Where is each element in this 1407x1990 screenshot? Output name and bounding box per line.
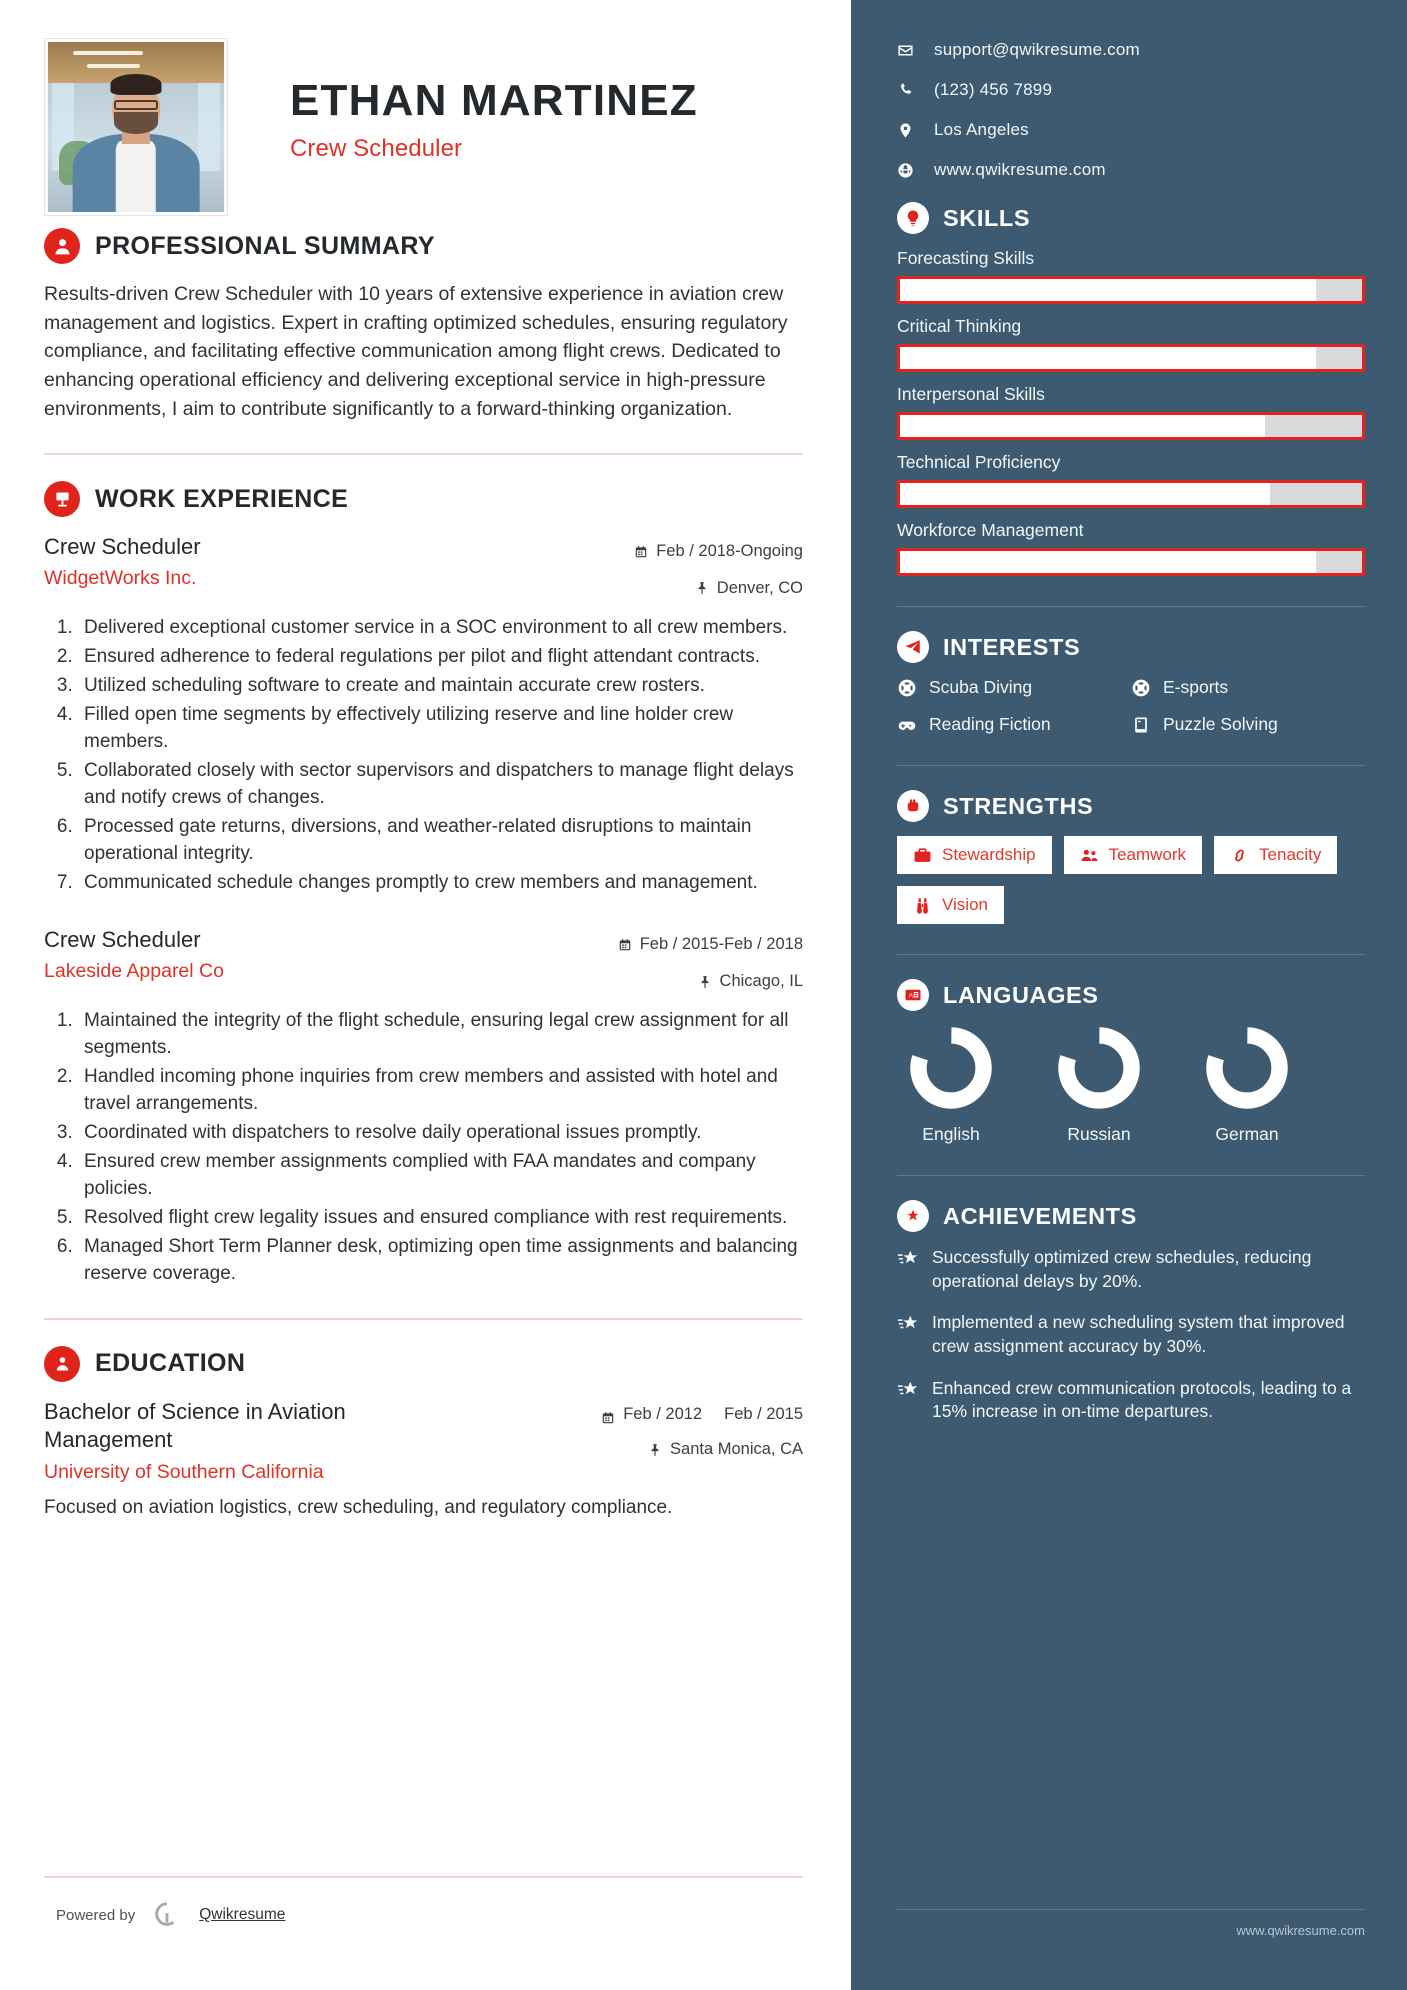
fist-icon xyxy=(897,790,929,822)
shooting-star-icon xyxy=(897,1248,919,1270)
skill-bar xyxy=(897,344,1365,372)
interest-item xyxy=(1131,677,1365,698)
list-item: 6. Processed gate returns, diversions, and weather-related disruptions to maintain operational integrity. xyxy=(78,814,803,868)
summary-heading xyxy=(44,228,803,264)
skill-item xyxy=(897,520,1365,576)
job-bullets xyxy=(44,1008,803,1288)
skills-heading xyxy=(897,202,1365,234)
svg-text:A: A xyxy=(908,993,913,1000)
skill-item xyxy=(897,384,1365,440)
pin-icon xyxy=(648,1443,662,1457)
languages-section xyxy=(897,979,1365,1145)
education-entry xyxy=(44,1398,803,1521)
divider xyxy=(897,1909,1365,1910)
achievement-item xyxy=(897,1311,1365,1358)
pin-icon xyxy=(695,581,709,595)
job-company: WidgetWorks Inc. xyxy=(44,566,197,589)
interest-item xyxy=(897,714,1131,735)
strength-chip xyxy=(1064,836,1202,874)
education-date-start: Feb / 2012 xyxy=(623,1404,703,1423)
strength-label: Stewardship xyxy=(942,845,1036,864)
gamepad-icon xyxy=(897,715,917,735)
job-role: Crew Scheduler xyxy=(44,534,201,560)
calendar-icon xyxy=(618,938,632,952)
skill-item xyxy=(897,248,1365,304)
location-pin-icon xyxy=(897,122,914,139)
skill-bar xyxy=(897,548,1365,576)
strength-label: Vision xyxy=(942,895,988,914)
contact-location-label: Los Angeles xyxy=(934,120,1029,139)
lightbulb-icon xyxy=(897,202,929,234)
strength-chip xyxy=(1214,836,1337,874)
job-entry xyxy=(44,926,803,1287)
star-badge-icon xyxy=(897,1200,929,1232)
sidebar-footer-url: www.qwikresume.com xyxy=(1236,1923,1365,1938)
contact-list xyxy=(897,40,1365,180)
education-heading xyxy=(44,1346,803,1382)
languages-heading xyxy=(897,979,1365,1011)
skill-label: Technical Proficiency xyxy=(897,452,1061,472)
job-dates-label: Feb / 2015-Feb / 2018 xyxy=(639,935,803,954)
list-item: 2. Ensured adherence to federal regulations per pilot and flight attendant contracts. xyxy=(78,644,803,671)
language-label: English xyxy=(922,1124,980,1144)
list-item: 3. Coordinated with dispatchers to resolve daily operational issues promptly. xyxy=(78,1120,803,1147)
job-location xyxy=(583,576,803,601)
summary-heading-label: PROFESSIONAL SUMMARY xyxy=(95,231,435,260)
list-item: 2. Handled incoming phone inquiries from crew members and assisted with hotel and travel arrangements. xyxy=(78,1064,803,1118)
strengths-heading-label: STRENGTHS xyxy=(943,792,1094,819)
resume-sidebar xyxy=(851,0,1407,1990)
list-item: 4. Filled open time segments by effectively utilizing reserve and line holder crew members. xyxy=(78,702,803,756)
job-dates xyxy=(583,539,803,564)
achievements-heading-label: ACHIEVEMENTS xyxy=(943,1202,1137,1229)
language-item xyxy=(897,1025,1005,1145)
contact-email[interactable] xyxy=(897,40,1365,60)
education-heading-label: EDUCATION xyxy=(95,1349,246,1378)
skill-bar-fill xyxy=(900,551,1316,573)
link-chain-icon xyxy=(1230,846,1249,865)
list-item: 5. Resolved flight crew legality issues and ensured compliance with rest requirements. xyxy=(78,1205,803,1232)
skill-bar xyxy=(897,276,1365,304)
strengths-heading xyxy=(897,790,1365,822)
job-dates xyxy=(583,932,803,957)
list-item: 6. Managed Short Term Planner desk, optimizing open time assignments and balancing reserve coverage. xyxy=(78,1234,803,1288)
life-ring-icon xyxy=(1131,678,1151,698)
interest-label: Scuba Diving xyxy=(929,677,1033,697)
paper-plane-icon xyxy=(897,631,929,663)
divider xyxy=(897,765,1365,766)
divider xyxy=(897,954,1365,955)
list-item: 7. Communicated schedule changes promptly to crew members and management. xyxy=(78,870,803,897)
book-icon xyxy=(1131,715,1151,735)
job-dates-label: Feb / 2018-Ongoing xyxy=(656,542,803,561)
language-label: Russian xyxy=(1067,1124,1131,1144)
divider xyxy=(897,1175,1365,1176)
contact-website-label: www.qwikresume.com xyxy=(934,160,1106,179)
skill-bar-fill xyxy=(900,415,1265,437)
list-item: 1. Maintained the integrity of the flight schedule, ensuring legal crew assignment for all segments. xyxy=(78,1008,803,1062)
interest-label: Reading Fiction xyxy=(929,714,1051,734)
list-item: 4. Ensured crew member assignments complied with FAA mandates and company policies. xyxy=(78,1149,803,1203)
name-block xyxy=(228,38,698,163)
work-heading xyxy=(44,481,803,517)
job-company: Lakeside Apparel Co xyxy=(44,959,224,982)
sidebar-footer xyxy=(897,1909,1365,1938)
interests-heading xyxy=(897,631,1365,663)
divider xyxy=(44,453,803,455)
skill-bar-fill xyxy=(900,483,1270,505)
powered-by-label: Powered by xyxy=(56,1906,136,1924)
qwikresume-q-logo-icon xyxy=(152,1900,182,1930)
education-description: Focused on aviation logistics, crew scheduling, and regulatory compliance. xyxy=(44,1496,673,1518)
interests-section xyxy=(897,631,1365,735)
briefcase-icon xyxy=(913,846,932,865)
strength-chip xyxy=(897,886,1004,924)
strength-label: Teamwork xyxy=(1108,845,1187,864)
workstation-icon xyxy=(44,481,80,517)
education-section xyxy=(44,1346,803,1521)
strength-chip xyxy=(897,836,1052,874)
skill-label: Interpersonal Skills xyxy=(897,384,1045,404)
skill-label: Workforce Management xyxy=(897,520,1084,540)
skills-section xyxy=(897,202,1365,576)
work-heading-label: WORK EXPERIENCE xyxy=(95,484,349,513)
language-donut-chart xyxy=(908,1025,994,1111)
avatar xyxy=(44,38,228,216)
school-name: University of Southern California xyxy=(44,1460,324,1483)
calendar-icon xyxy=(601,1411,615,1425)
translate-icon xyxy=(897,979,929,1011)
skill-bar xyxy=(897,480,1365,508)
calendar-icon xyxy=(634,545,648,559)
achievement-item xyxy=(897,1377,1365,1424)
education-location xyxy=(583,1437,803,1462)
interest-item xyxy=(897,677,1131,698)
users-icon xyxy=(1080,846,1099,865)
divider xyxy=(44,1318,803,1320)
list-item: 5. Collaborated closely with sector supervisors and dispatchers to manage flight delays and notify crews of changes. xyxy=(78,758,803,812)
divider xyxy=(897,606,1365,607)
professional-summary-section xyxy=(44,228,803,423)
job-bullets xyxy=(44,615,803,897)
shooting-star-icon xyxy=(897,1379,919,1401)
achievement-item xyxy=(897,1246,1365,1293)
education-dates xyxy=(583,1404,803,1426)
interest-item xyxy=(1131,714,1365,735)
resume-header xyxy=(44,38,803,228)
page-footer xyxy=(44,1876,803,1930)
achievements-section xyxy=(897,1200,1365,1424)
work-experience-section xyxy=(44,481,803,1287)
divider xyxy=(44,1876,803,1878)
skill-bar-fill xyxy=(900,347,1316,369)
language-item xyxy=(1045,1025,1153,1145)
skill-item xyxy=(897,452,1365,508)
achievement-text: Successfully optimized crew schedules, reducing operational delays by 20%. xyxy=(932,1247,1312,1291)
email-icon xyxy=(897,42,914,59)
pin-icon xyxy=(698,975,712,989)
language-donut-chart xyxy=(1056,1025,1142,1111)
binoculars-icon xyxy=(913,896,932,915)
qwikresume-link[interactable]: Qwikresume xyxy=(199,1906,286,1923)
list-item: 3. Utilized scheduling software to create and maintain accurate crew rosters. xyxy=(78,673,803,700)
job-location-label: Chicago, IL xyxy=(719,972,803,991)
strengths-section xyxy=(897,790,1365,924)
job-entry xyxy=(44,533,803,896)
contact-location[interactable] xyxy=(897,120,1365,140)
life-ring-icon xyxy=(897,678,917,698)
degree-title: Bachelor of Science in Aviation Management xyxy=(44,1398,346,1452)
interests-heading-label: INTERESTS xyxy=(943,633,1081,660)
languages-heading-label: LANGUAGES xyxy=(943,981,1099,1008)
strength-label: Tenacity xyxy=(1259,845,1322,864)
achievement-text: Implemented a new scheduling system that improved crew assignment accuracy by 30%. xyxy=(932,1312,1345,1356)
shooting-star-icon xyxy=(897,1313,919,1335)
skill-label: Critical Thinking xyxy=(897,316,1022,336)
job-title: Crew Scheduler xyxy=(290,135,463,163)
skill-item xyxy=(897,316,1365,372)
summary-text: Results-driven Crew Scheduler with 10 years of extensive experience in aviation crew management and logistics. Expert in crafting optimized schedules, ensuring regulatory compliance, and facilitating effective communication among flight crews. Dedicated to enhancing operational efficiency and delivering exceptional service in high-pressure environments, I aim to contribute significantly to a forward-thinking organization. xyxy=(44,283,788,420)
phone-icon xyxy=(897,82,914,99)
language-donut-chart xyxy=(1204,1025,1290,1111)
job-location-label: Denver, CO xyxy=(716,579,803,598)
skill-label: Forecasting Skills xyxy=(897,248,1035,268)
contact-phone[interactable] xyxy=(897,80,1365,100)
contact-website[interactable] xyxy=(897,160,1365,180)
achievement-text: Enhanced crew communication protocols, leading to a 15% increase in on-time departures. xyxy=(932,1377,1352,1422)
language-label: German xyxy=(1215,1124,1279,1144)
interest-label: Puzzle Solving xyxy=(1163,714,1278,734)
job-role: Crew Scheduler xyxy=(44,927,201,953)
skills-heading-label: SKILLS xyxy=(943,204,1031,231)
page-title: ETHAN MARTINEZ xyxy=(290,76,698,125)
achievements-heading xyxy=(897,1200,1365,1232)
job-location xyxy=(583,969,803,994)
contact-email-label: support@qwikresume.com xyxy=(934,40,1140,59)
user-icon xyxy=(44,228,80,264)
graduation-icon xyxy=(44,1346,80,1382)
skill-bar xyxy=(897,412,1365,440)
contact-phone-label: (123) 456 7899 xyxy=(934,80,1053,99)
globe-icon xyxy=(897,162,914,179)
education-date-end: Feb / 2015 xyxy=(724,1404,803,1423)
language-item xyxy=(1193,1025,1301,1145)
skill-bar-fill xyxy=(900,279,1316,301)
list-item: 1. Delivered exceptional customer service in a SOC environment to all crew members. xyxy=(78,615,803,642)
education-location-label: Santa Monica, CA xyxy=(670,1440,803,1459)
interest-label: E-sports xyxy=(1163,677,1229,697)
